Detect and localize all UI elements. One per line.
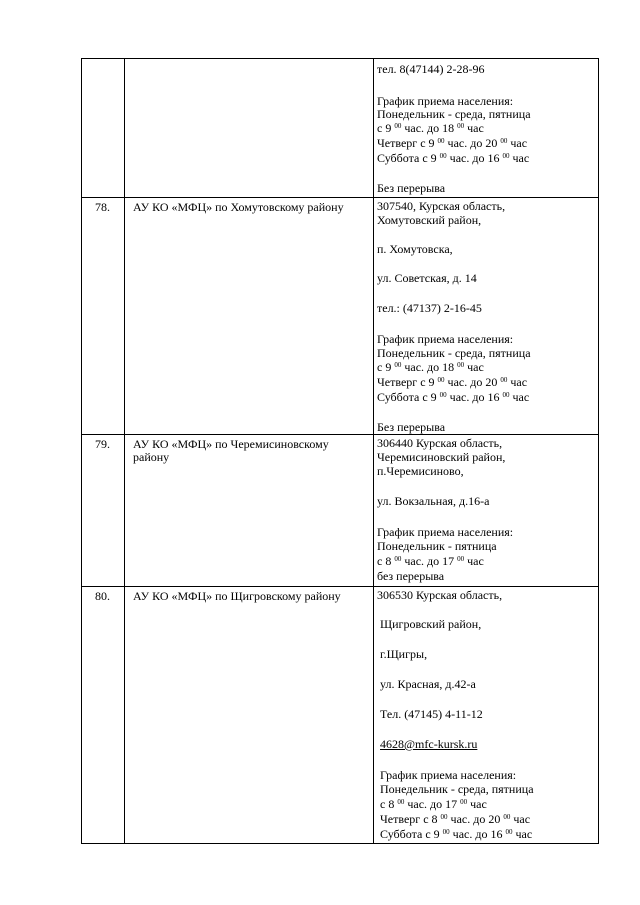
table-border-right (598, 58, 599, 844)
office-name: АУ КО «МФЦ» по Щигровскому району (133, 589, 341, 603)
row-divider (81, 197, 599, 198)
table-border-left (81, 58, 82, 844)
schedule-line: Четверг с 9 $^{00}$ час. до 20 $^{00}$ час (377, 375, 528, 389)
address-line: ул. Советская, д. 14 (377, 271, 477, 285)
email-link[interactable]: 4628@mfc-kursk.ru (380, 737, 478, 751)
column-divider (124, 58, 125, 844)
schedule-title: График приема населения: (377, 525, 514, 539)
address-line: г.Щигры, (380, 647, 428, 661)
schedule-line: с 8 $^{00}$ час. до 17 $^{00}$ час (380, 797, 487, 811)
address-line: 306440 Курская область, (377, 436, 503, 450)
schedule-title: График приема населения: (380, 768, 517, 782)
office-name: АУ КО «МФЦ» по Хомутовскому району (133, 200, 344, 214)
offices-table (81, 58, 599, 844)
schedule-line: с 9 $^{00}$ час. до 18 $^{00}$ час (377, 360, 484, 374)
address-line: ул. Вокзальная, д.16-а (377, 494, 490, 508)
schedule-line: Четверг с 8 $^{00}$ час. до 20 $^{00}$ час (380, 812, 531, 826)
row-number: 78. (95, 200, 110, 214)
table-border-top (81, 58, 599, 59)
schedule-line: Понедельник - среда, пятница (377, 346, 531, 360)
schedule-line: с 8 $^{00}$ час. до 17 $^{00}$ час (377, 554, 484, 568)
schedule-title: График приема населения: (377, 94, 514, 108)
schedule-line: Понедельник - пятница (377, 539, 497, 553)
schedule-line: Суббота с 9 $^{00}$ час. до 16 $^{00}$ час (377, 151, 530, 165)
column-divider (373, 58, 374, 844)
table-border-bottom (81, 843, 599, 844)
address-line: 306530 Курская область, (377, 588, 503, 602)
phone-text: тел. 8(47144) 2-28-96 (377, 62, 485, 76)
address-line: Черемисиновский район, (377, 450, 506, 464)
row-number: 79. (95, 437, 110, 451)
schedule-line: Четверг с 9 $^{00}$ час. до 20 $^{00}$ час (377, 136, 528, 150)
schedule-break: без перерыва (377, 569, 445, 583)
office-name: АУ КО «МФЦ» по Черемисиновскому району (133, 437, 329, 464)
row-divider (81, 434, 599, 435)
row-divider (81, 586, 599, 587)
address-line: п. Хомутовска, (377, 242, 453, 256)
phone-text: Тел. (47145) 4-11-12 (380, 707, 483, 721)
schedule-line: с 9 $^{00}$ час. до 18 $^{00}$ час (377, 121, 484, 135)
address-line: п.Черемисиново, (377, 464, 464, 478)
address-line: ул. Красная, д.42-а (380, 677, 476, 691)
schedule-title: График приема населения: (377, 332, 514, 346)
address-line: Хомутовский район, (377, 213, 482, 227)
schedule-line: Понедельник - среда, пятница (377, 107, 531, 121)
schedule-line: Понедельник - среда, пятница (380, 782, 534, 796)
schedule-line: Суббота с 9 $^{00}$ час. до 16 $^{00}$ час (380, 827, 533, 841)
address-line: 307540, Курская область, (377, 199, 506, 213)
schedule-break: Без перерыва (377, 420, 446, 434)
schedule-break: Без перерыва (377, 181, 446, 195)
phone-text: тел.: (47137) 2-16-45 (377, 301, 482, 315)
schedule-line: Суббота с 9 $^{00}$ час. до 16 $^{00}$ час (377, 390, 530, 404)
address-line: Щигровский район, (380, 617, 482, 631)
row-number: 80. (95, 589, 110, 603)
